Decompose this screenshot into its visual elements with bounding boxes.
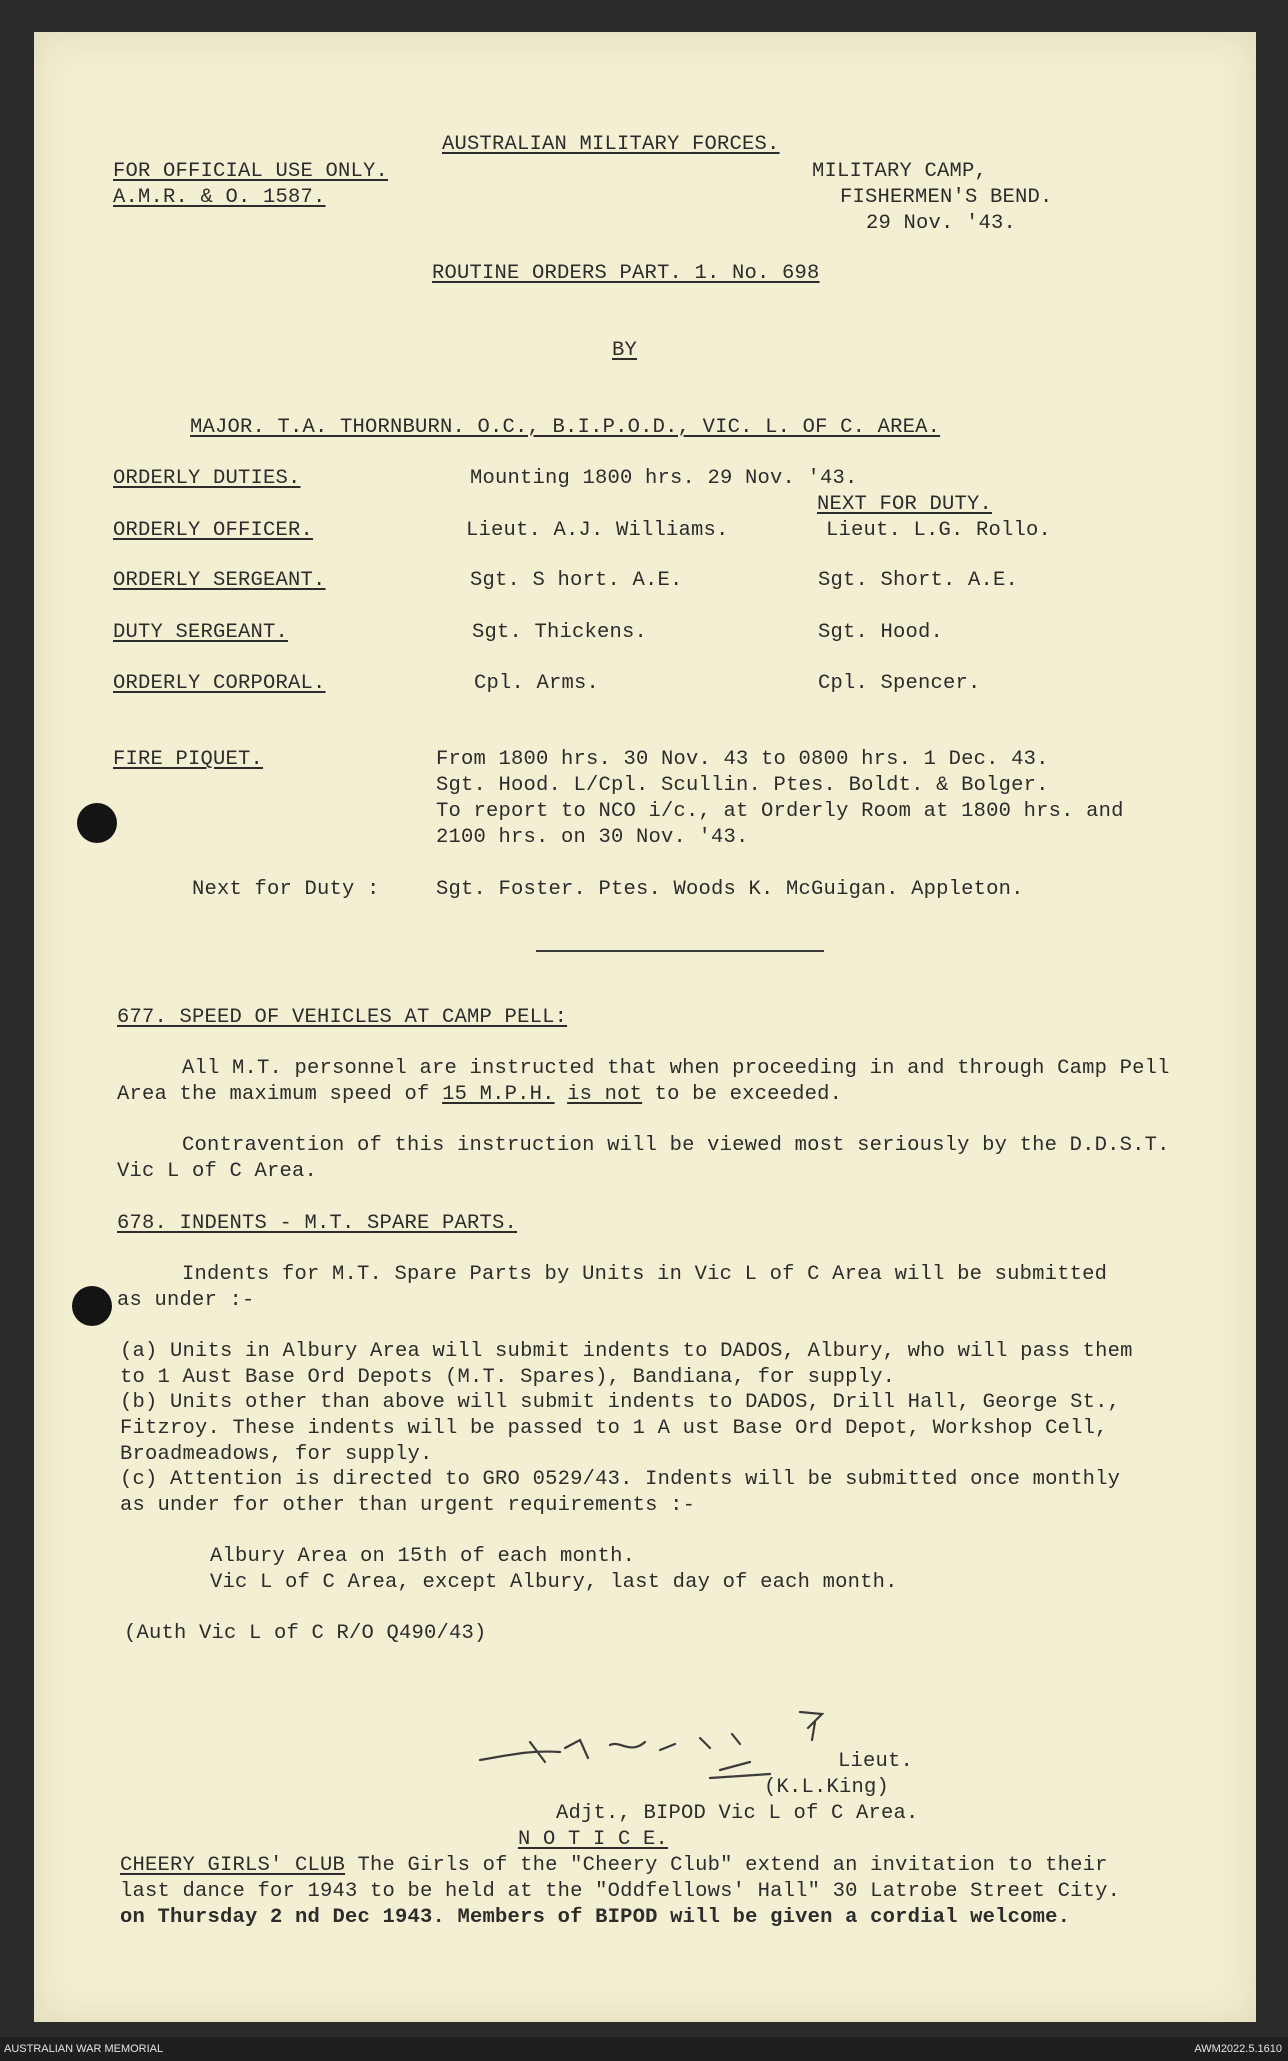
archive-reference: AWM2022.5.1610 bbox=[1194, 2043, 1282, 2055]
section-678-line: (a) Units in Albury Area will submit indents to DADOS, Albury, who will pass them bbox=[120, 1340, 1133, 1363]
official-use-label: FOR OFFICIAL USE ONLY. bbox=[113, 160, 389, 183]
fire-piquet-line: 2100 hrs. on 30 Nov. '43. bbox=[436, 826, 749, 849]
authority-reference: (Auth Vic L of C R/O Q490/43) bbox=[124, 1622, 487, 1645]
duty-next: Sgt. Hood. bbox=[818, 621, 944, 644]
next-for-duty-value: Sgt. Foster. Ptes. Woods K. McGuigan. Appleton. bbox=[436, 878, 1024, 901]
fire-piquet-line: From 1800 hrs. 30 Nov. 43 to 0800 hrs. 1 Dec. 43. bbox=[436, 748, 1049, 771]
notice-text: CHEERY GIRLS' CLUB The Girls of the "Cheery Club" extend an invitation to their bbox=[120, 1854, 1108, 1877]
section-677-text: Contravention of this instruction will be viewed most seriously by the D.D.S.T. bbox=[182, 1134, 1170, 1157]
camp-name: MILITARY CAMP, bbox=[812, 160, 988, 183]
duty-current: Sgt. Thickens. bbox=[472, 621, 648, 644]
fire-piquet-heading: FIRE PIQUET. bbox=[113, 748, 264, 771]
duty-role: ORDERLY SERGEANT. bbox=[113, 569, 326, 592]
document-date: 29 Nov. '43. bbox=[866, 212, 1017, 235]
notice-club-label: CHEERY GIRLS' CLUB bbox=[120, 1854, 346, 1877]
punch-hole-bottom bbox=[72, 1286, 112, 1326]
archive-footer bbox=[0, 2037, 1288, 2061]
signatory-rank: Lieut. bbox=[838, 1750, 914, 1773]
section-678-line: Broadmeadows, for supply. bbox=[120, 1443, 433, 1466]
section-678-line: to 1 Aust Base Ord Depots (M.T. Spares), Bandiana, for supply. bbox=[120, 1366, 896, 1389]
punch-hole-top bbox=[77, 803, 117, 843]
orders-title: ROUTINE ORDERS PART. 1. No. 698 bbox=[432, 262, 820, 285]
duty-role: ORDERLY CORPORAL. bbox=[113, 672, 326, 695]
next-for-duty-heading: NEXT FOR DUTY. bbox=[817, 493, 993, 516]
section-677-heading: 677. SPEED OF VEHICLES AT CAMP PELL: bbox=[117, 1006, 568, 1029]
fire-piquet-line: Sgt. Hood. L/Cpl. Scullin. Ptes. Boldt. & Bolger. bbox=[436, 774, 1049, 797]
reference-number: A.M.R. & O. 1587. bbox=[113, 186, 326, 209]
duty-role: DUTY SERGEANT. bbox=[113, 621, 289, 644]
section-678-line: (b) Units other than above will submit indents to DADOS, Drill Hall, George St., bbox=[120, 1391, 1121, 1414]
next-for-duty-label: Next for Duty : bbox=[192, 878, 380, 901]
section-678-heading: 678. INDENTS - M.T. SPARE PARTS. bbox=[117, 1212, 518, 1235]
duty-next: Sgt. Short. A.E. bbox=[818, 569, 1019, 592]
camp-location: FISHERMEN'S BEND. bbox=[840, 186, 1053, 209]
duty-current: Lieut. A.J. Williams. bbox=[466, 519, 729, 542]
signatory-name: (K.L.King) bbox=[764, 1776, 890, 1799]
notice-text: on Thursday 2 nd Dec 1943. Members of BIPOD will be given a cordial welcome. bbox=[120, 1906, 1071, 1929]
document-title: AUSTRALIAN MILITARY FORCES. bbox=[442, 133, 780, 156]
duty-next: Lieut. L.G. Rollo. bbox=[826, 519, 1052, 542]
issuing-officer: MAJOR. T.A. THORNBURN. O.C., B.I.P.O.D., VIC. L. OF C. AREA. bbox=[190, 416, 941, 439]
section-678-line: Fitzroy. These indents will be passed to 1 A ust Base Ord Depot, Workshop Cell, bbox=[120, 1417, 1108, 1440]
section-678-intro: as under :- bbox=[117, 1289, 255, 1312]
schedule-line: Albury Area on 15th of each month. bbox=[210, 1545, 636, 1568]
section-678-line: as under for other than urgent requirements :- bbox=[120, 1494, 696, 1517]
duty-role: ORDERLY OFFICER. bbox=[113, 519, 314, 542]
speed-limit: 15 M.P.H. bbox=[442, 1083, 555, 1106]
notice-heading: N O T I C E. bbox=[518, 1828, 669, 1851]
signatory-appointment: Adjt., BIPOD Vic L of C Area. bbox=[556, 1802, 919, 1825]
emphasis-is-not: is not bbox=[567, 1083, 643, 1106]
orders-by: BY bbox=[612, 339, 638, 362]
orderly-duties-heading: ORDERLY DUTIES. bbox=[113, 467, 301, 490]
section-677-text: Area the maximum speed of 15 M.P.H. is not to be exceeded. bbox=[117, 1083, 843, 1106]
duty-next: Cpl. Spencer. bbox=[818, 672, 981, 695]
section-678-intro: Indents for M.T. Spare Parts by Units in Vic L of C Area will be submitted bbox=[182, 1263, 1108, 1286]
mounting-time: Mounting 1800 hrs. 29 Nov. '43. bbox=[470, 467, 858, 490]
schedule-line: Vic L of C Area, except Albury, last day of each month. bbox=[210, 1571, 898, 1594]
notice-text: last dance for 1943 to be held at the "Oddfellows' Hall" 30 Latrobe Street City. bbox=[120, 1880, 1121, 1903]
section-678-line: (c) Attention is directed to GRO 0529/43. Indents will be submitted once monthly bbox=[120, 1468, 1121, 1491]
section-677-text: All M.T. personnel are instructed that when proceeding in and through Camp Pell bbox=[182, 1057, 1170, 1080]
duty-current: Sgt. S hort. A.E. bbox=[470, 569, 683, 592]
archive-name: AUSTRALIAN WAR MEMORIAL bbox=[4, 2043, 164, 2055]
duty-current: Cpl. Arms. bbox=[474, 672, 600, 695]
fire-piquet-line: To report to NCO i/c., at Orderly Room at 1800 hrs. and bbox=[436, 800, 1124, 823]
section-divider bbox=[536, 950, 824, 952]
section-677-text: Vic L of C Area. bbox=[117, 1160, 318, 1183]
